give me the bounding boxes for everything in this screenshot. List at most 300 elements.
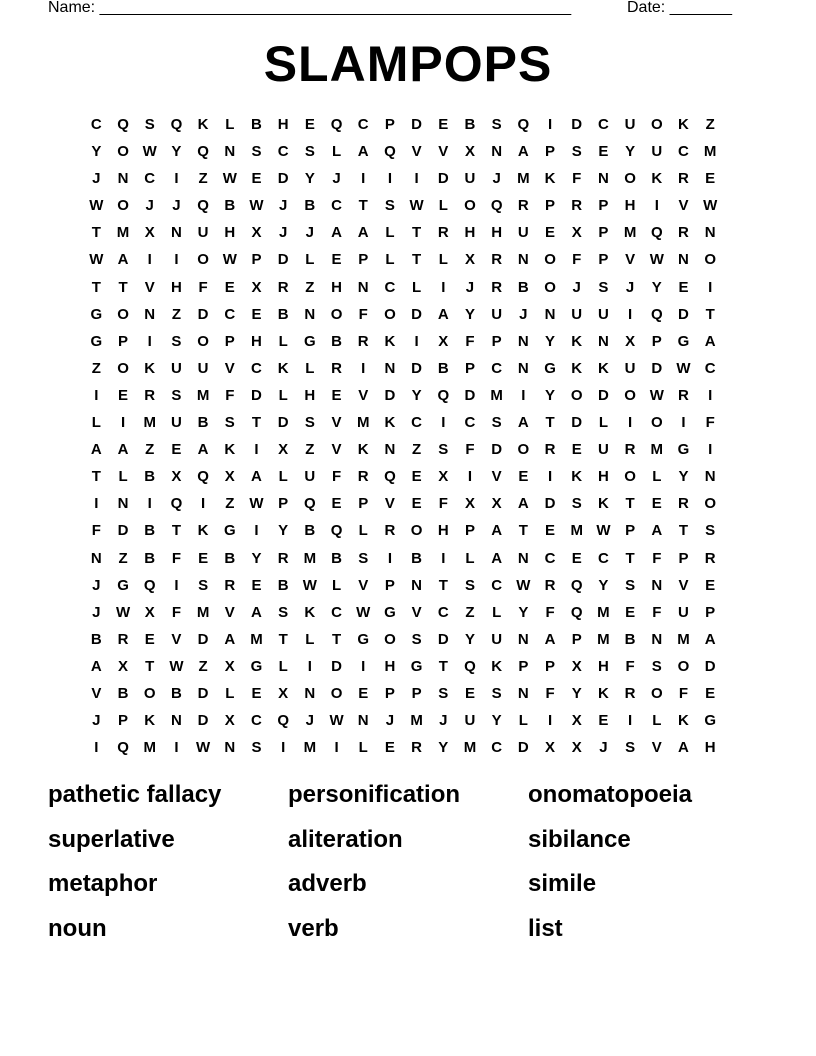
grid-letter: I [547, 116, 553, 133]
grid-letter: N [170, 224, 182, 242]
grid-letter: N [304, 305, 316, 323]
grid-letter: R [517, 197, 529, 215]
grid-letter: C [331, 197, 342, 215]
grid-letter: E [171, 441, 182, 459]
grid-letter: S [144, 116, 155, 133]
grid-letter: N [517, 332, 529, 350]
grid-letter: Z [465, 603, 475, 621]
grid-letter: H [277, 116, 289, 133]
grid-letter: X [438, 468, 449, 486]
grid-letter: H [464, 224, 476, 242]
grid-letter: R [491, 251, 503, 269]
grid-letter: J [385, 712, 395, 730]
grid-letter: O [517, 441, 530, 459]
grid-letter: Y [651, 278, 662, 296]
grid-letter: F [198, 278, 208, 296]
grid-letter: W [596, 522, 611, 540]
grid-letter: N [704, 468, 716, 486]
grid-letter: O [544, 278, 556, 296]
grid-letter: L [278, 468, 288, 486]
grid-letter: I [254, 441, 259, 459]
grid-letter: Y [464, 630, 475, 648]
grid-letter: H [251, 332, 262, 350]
grid-letter: Q [117, 739, 129, 757]
grid-letter: D [277, 414, 289, 432]
grid-letter: V [224, 359, 235, 377]
grid-letter: O [704, 495, 716, 513]
grid-letter: D [464, 386, 476, 404]
grid-letter: T [91, 224, 101, 242]
grid-letter: B [304, 197, 316, 215]
grid-letter: K [144, 712, 156, 730]
grid-letter: L [465, 549, 475, 567]
grid-letter: J [305, 224, 315, 242]
grid-letter: C [491, 359, 503, 377]
grid-letter: X [464, 495, 475, 513]
grid-letter: T [251, 414, 262, 432]
grid-letter: Y [464, 305, 475, 323]
grid-letter: T [171, 522, 181, 540]
grid-letter: E [678, 278, 689, 296]
grid-letter: D [704, 657, 716, 675]
grid-letter: G [677, 441, 690, 459]
grid-letter: J [145, 197, 154, 215]
grid-letter: R [624, 441, 636, 459]
grid-letter: Y [545, 332, 556, 350]
grid-letter: U [624, 116, 636, 133]
grid-letter: A [357, 224, 369, 242]
grid-letter: D [411, 305, 423, 323]
grid-letter: F [705, 414, 715, 432]
grid-letter: U [624, 359, 636, 377]
grid-letter: Y [251, 549, 262, 567]
grid-letter: I [307, 657, 312, 675]
grid-letter: Q [570, 576, 583, 594]
grid-letter: W [649, 251, 664, 269]
grid-letter: Y [571, 684, 582, 702]
grid-letter: V [91, 684, 102, 702]
grid-letter: Q [197, 143, 209, 161]
grid-letter: E [384, 739, 395, 757]
grid-letter: U [597, 441, 609, 459]
grid-letter: R [144, 386, 156, 404]
grid-letter: C [678, 143, 689, 161]
grid-letter: M [677, 630, 690, 648]
word-list-item: sibilance [528, 825, 631, 853]
grid-letter: H [170, 278, 182, 296]
grid-letter: V [358, 386, 369, 404]
grid-letter: T [625, 549, 635, 567]
grid-letter: N [651, 630, 663, 648]
grid-letter: L [518, 712, 528, 730]
grid-letter: H [304, 386, 316, 404]
grid-letter: T [438, 576, 448, 594]
grid-letter: X [144, 224, 155, 242]
grid-letter: Q [117, 116, 129, 133]
grid-letter: P [705, 603, 716, 621]
grid-letter: J [305, 712, 315, 730]
grid-letter: L [438, 197, 448, 215]
grid-letter: X [438, 332, 449, 350]
grid-letter: V [224, 603, 235, 621]
grid-letter: P [464, 359, 475, 377]
grid-letter: F [545, 603, 555, 621]
grid-letter: C [251, 359, 262, 377]
grid-letter: N [357, 712, 369, 730]
grid-letter: Q [464, 657, 476, 675]
grid-letter: J [92, 603, 101, 621]
grid-letter: K [357, 441, 369, 459]
grid-letter: N [224, 143, 236, 161]
grid-letter: E [118, 386, 129, 404]
grid-letter: X [545, 739, 556, 757]
grid-letter: E [411, 468, 422, 486]
grid-letter: L [492, 603, 502, 621]
grid-letter: I [547, 712, 553, 730]
grid-letter: B [144, 468, 156, 486]
grid-letter: I [467, 468, 473, 486]
grid-letter: S [171, 332, 182, 350]
grid-letter: S [491, 414, 502, 432]
grid-letter: G [384, 603, 396, 621]
grid-letter: I [174, 576, 179, 594]
grid-letter: I [441, 549, 446, 567]
grid-letter: D [117, 522, 129, 540]
grid-letter: P [598, 197, 609, 215]
grid-letter: U [170, 414, 182, 432]
grid-letter: G [410, 657, 423, 675]
grid-letter: M [597, 630, 610, 648]
grid-letter: U [197, 359, 209, 377]
grid-letter: S [411, 630, 422, 648]
grid-letter: W [142, 143, 157, 161]
grid-letter: P [464, 522, 475, 540]
grid-letter: J [172, 197, 181, 215]
grid-letter: I [94, 495, 99, 513]
grid-letter: N [144, 305, 156, 323]
grid-letter: P [411, 684, 422, 702]
grid-letter: W [329, 712, 344, 730]
grid-letter: M [623, 224, 637, 242]
grid-letter: X [464, 251, 475, 269]
grid-letter: P [118, 712, 129, 730]
grid-letter: Q [384, 468, 396, 486]
grid-letter: K [277, 359, 289, 377]
grid-letter: B [331, 332, 342, 350]
grid-letter: L [385, 224, 395, 242]
grid-letter: K [197, 522, 209, 540]
grid-letter: C [597, 116, 609, 133]
grid-letter: J [92, 576, 101, 594]
grid-letter: E [331, 251, 342, 269]
grid-letter: A [357, 143, 369, 161]
grid-letter: H [384, 657, 396, 675]
grid-letter: N [704, 224, 716, 242]
grid-letter: X [571, 712, 582, 730]
grid-letter: I [281, 739, 286, 757]
grid-letter: D [197, 305, 209, 323]
grid-letter: P [545, 197, 556, 215]
grid-letter: R [357, 332, 369, 350]
grid-letter: N [517, 684, 529, 702]
grid-letter: S [598, 278, 609, 296]
grid-letter: L [438, 251, 448, 269]
grid-letter: P [384, 684, 395, 702]
grid-letter: P [598, 251, 609, 269]
grid-letter: F [171, 549, 181, 567]
grid-letter: U [571, 305, 583, 323]
grid-letter: S [384, 197, 395, 215]
grid-letter: S [491, 116, 502, 133]
grid-letter: R [224, 576, 236, 594]
word-list-item: simile [528, 870, 597, 897]
grid-letter: X [251, 224, 262, 242]
grid-letter: E [518, 468, 529, 486]
grid-letter: B [251, 116, 262, 133]
grid-letter: U [597, 305, 609, 323]
grid-letter: Z [412, 441, 422, 459]
grid-letter: T [705, 305, 715, 323]
grid-letter: F [465, 441, 475, 459]
word-list-item: metaphor [48, 870, 158, 897]
grid-letter: L [358, 739, 368, 757]
grid-letter: M [116, 224, 130, 242]
grid-letter: K [571, 359, 583, 377]
grid-letter: N [597, 170, 609, 188]
grid-letter: C [331, 603, 342, 621]
grid-letter: O [650, 116, 663, 133]
grid-letter: U [304, 468, 316, 486]
grid-letter: S [224, 414, 235, 432]
grid-letter: N [384, 441, 396, 459]
grid-letter: I [147, 495, 152, 513]
grid-letter: G [223, 522, 236, 540]
grid-letter: E [144, 630, 155, 648]
grid-letter: C [411, 414, 423, 432]
grid-letter: K [678, 116, 689, 133]
grid-letter: V [171, 630, 182, 648]
grid-letter: Y [171, 143, 182, 161]
grid-letter: W [222, 170, 237, 188]
grid-letter: E [571, 549, 582, 567]
grid-letter: Q [384, 143, 396, 161]
grid-letter: V [411, 143, 422, 161]
grid-letter: K [544, 170, 556, 188]
grid-letter: W [89, 197, 104, 215]
grid-letter: E [411, 495, 422, 513]
grid-letter: Y [411, 386, 422, 404]
grid-letter: J [492, 170, 501, 188]
grid-letter: J [572, 278, 581, 296]
grid-letter: P [598, 224, 609, 242]
grid-letter: T [518, 522, 528, 540]
grid-letter: E [198, 549, 209, 567]
grid-letter: D [411, 116, 423, 133]
grid-letter: T [118, 278, 128, 296]
grid-letter: U [491, 305, 503, 323]
grid-letter: C [704, 359, 716, 377]
grid-letter: S [278, 603, 289, 621]
grid-letter: P [571, 630, 582, 648]
grid-letter: J [625, 278, 635, 296]
word-list [48, 775, 768, 953]
grid-letter: Q [170, 495, 183, 513]
grid-letter: C [491, 739, 503, 757]
grid-letter: D [277, 170, 289, 188]
grid-letter: I [120, 414, 126, 432]
grid-letter: D [678, 305, 689, 323]
grid-letter: J [92, 170, 101, 188]
grid-letter: S [304, 143, 315, 161]
grid-letter: Y [91, 143, 102, 161]
grid-letter: Z [305, 278, 315, 296]
grid-letter: Z [171, 305, 181, 323]
grid-letter: B [144, 549, 156, 567]
grid-letter: B [117, 684, 129, 702]
grid-letter: K [597, 495, 609, 513]
grid-letter: E [438, 116, 449, 133]
grid-letter: D [197, 712, 209, 730]
grid-letter: E [705, 684, 716, 702]
grid-letter: F [625, 657, 635, 675]
grid-letter: S [625, 576, 636, 594]
grid-letter: O [624, 170, 636, 188]
grid-letter: I [441, 278, 446, 296]
grid-letter: H [224, 224, 236, 242]
grid-letter: K [491, 657, 503, 675]
grid-letter: F [331, 468, 342, 486]
grid-letter: L [225, 116, 235, 133]
grid-letter: A [544, 630, 556, 648]
grid-letter: I [521, 386, 526, 404]
grid-letter: M [303, 739, 317, 757]
grid-letter: A [90, 657, 102, 675]
letter-grid [83, 111, 724, 761]
grid-letter: P [545, 143, 556, 161]
grid-letter: X [491, 495, 502, 513]
grid-letter: M [196, 603, 210, 621]
grid-letter: G [357, 630, 370, 648]
grid-letter: S [358, 549, 369, 567]
grid-letter: G [704, 712, 716, 730]
grid-letter: V [678, 197, 689, 215]
grid-letter: A [224, 630, 236, 648]
grid-letter: R [544, 576, 556, 594]
grid-letter: Z [225, 495, 235, 513]
grid-letter: Q [170, 116, 183, 133]
grid-letter: M [570, 522, 583, 540]
grid-letter: V [384, 495, 395, 513]
grid-letter: Q [197, 197, 209, 215]
grid-letter: E [331, 386, 342, 404]
page-title: SLAMPOPS [263, 36, 553, 92]
grid-letter: A [517, 414, 529, 432]
grid-letter: R [277, 549, 289, 567]
date-field-label: Date: _______ [627, 0, 732, 16]
grid-letter: B [144, 522, 156, 540]
word-list-item: onomatopoeia [528, 781, 693, 808]
grid-letter: A [117, 441, 129, 459]
grid-letter: M [490, 386, 503, 404]
grid-letter: D [491, 441, 503, 459]
grid-letter: D [651, 359, 663, 377]
grid-letter: N [384, 359, 396, 377]
grid-letter: G [117, 576, 129, 594]
grid-letter: O [704, 251, 716, 269]
grid-letter: P [518, 657, 529, 675]
grid-letter: O [650, 684, 663, 702]
grid-letter: E [331, 495, 342, 513]
grid-letter: E [705, 576, 716, 594]
grid-letter: B [277, 576, 289, 594]
grid-letter: S [171, 386, 182, 404]
grid-letter: S [251, 739, 262, 757]
grid-letter: U [197, 224, 209, 242]
grid-letter: B [90, 630, 102, 648]
grid-letter: K [571, 468, 583, 486]
grid-letter: B [411, 549, 423, 567]
grid-letter: I [94, 386, 99, 404]
grid-letter: L [278, 332, 288, 350]
grid-letter: J [599, 739, 608, 757]
grid-letter: I [708, 386, 713, 404]
grid-letter: C [464, 414, 476, 432]
grid-letter: S [438, 684, 449, 702]
grid-letter: O [677, 657, 690, 675]
grid-letter: L [331, 143, 342, 161]
grid-letter: U [678, 603, 689, 621]
grid-letter: B [517, 278, 529, 296]
grid-letter: E [545, 522, 556, 540]
grid-letter: I [361, 657, 366, 675]
grid-letter: B [464, 116, 476, 133]
grid-letter: D [571, 414, 583, 432]
grid-letter: N [90, 549, 102, 567]
grid-letter: L [118, 468, 128, 486]
grid-letter: D [331, 657, 342, 675]
grid-letter: O [117, 143, 129, 161]
grid-letter: N [517, 251, 529, 269]
grid-letter: P [224, 332, 235, 350]
name-field-label: Name: _____________________________________________________ [48, 0, 572, 16]
grid-letter: I [147, 332, 152, 350]
grid-letter: I [414, 170, 419, 188]
grid-letter: J [519, 305, 528, 323]
grid-letter: V [625, 251, 636, 269]
grid-letter: X [464, 143, 475, 161]
grid-letter: R [704, 549, 716, 567]
grid-letter: D [437, 630, 449, 648]
grid-letter: I [628, 712, 633, 730]
grid-letter: T [678, 522, 689, 540]
grid-letter: W [302, 576, 317, 594]
grid-letter: I [681, 414, 686, 432]
grid-letter: I [201, 495, 206, 513]
grid-letter: O [117, 305, 129, 323]
grid-letter: Q [330, 116, 343, 133]
grid-letter: B [277, 305, 289, 323]
grid-letter: G [90, 332, 103, 350]
grid-letter: A [491, 549, 503, 567]
grid-letter: G [544, 359, 556, 377]
grid-letter: F [225, 386, 235, 404]
grid-letter: O [624, 468, 636, 486]
grid-letter: P [118, 332, 129, 350]
grid-letter: N [517, 359, 529, 377]
grid-letter: M [143, 414, 156, 432]
grid-letter: J [92, 712, 101, 730]
grid-letter: I [628, 305, 633, 323]
